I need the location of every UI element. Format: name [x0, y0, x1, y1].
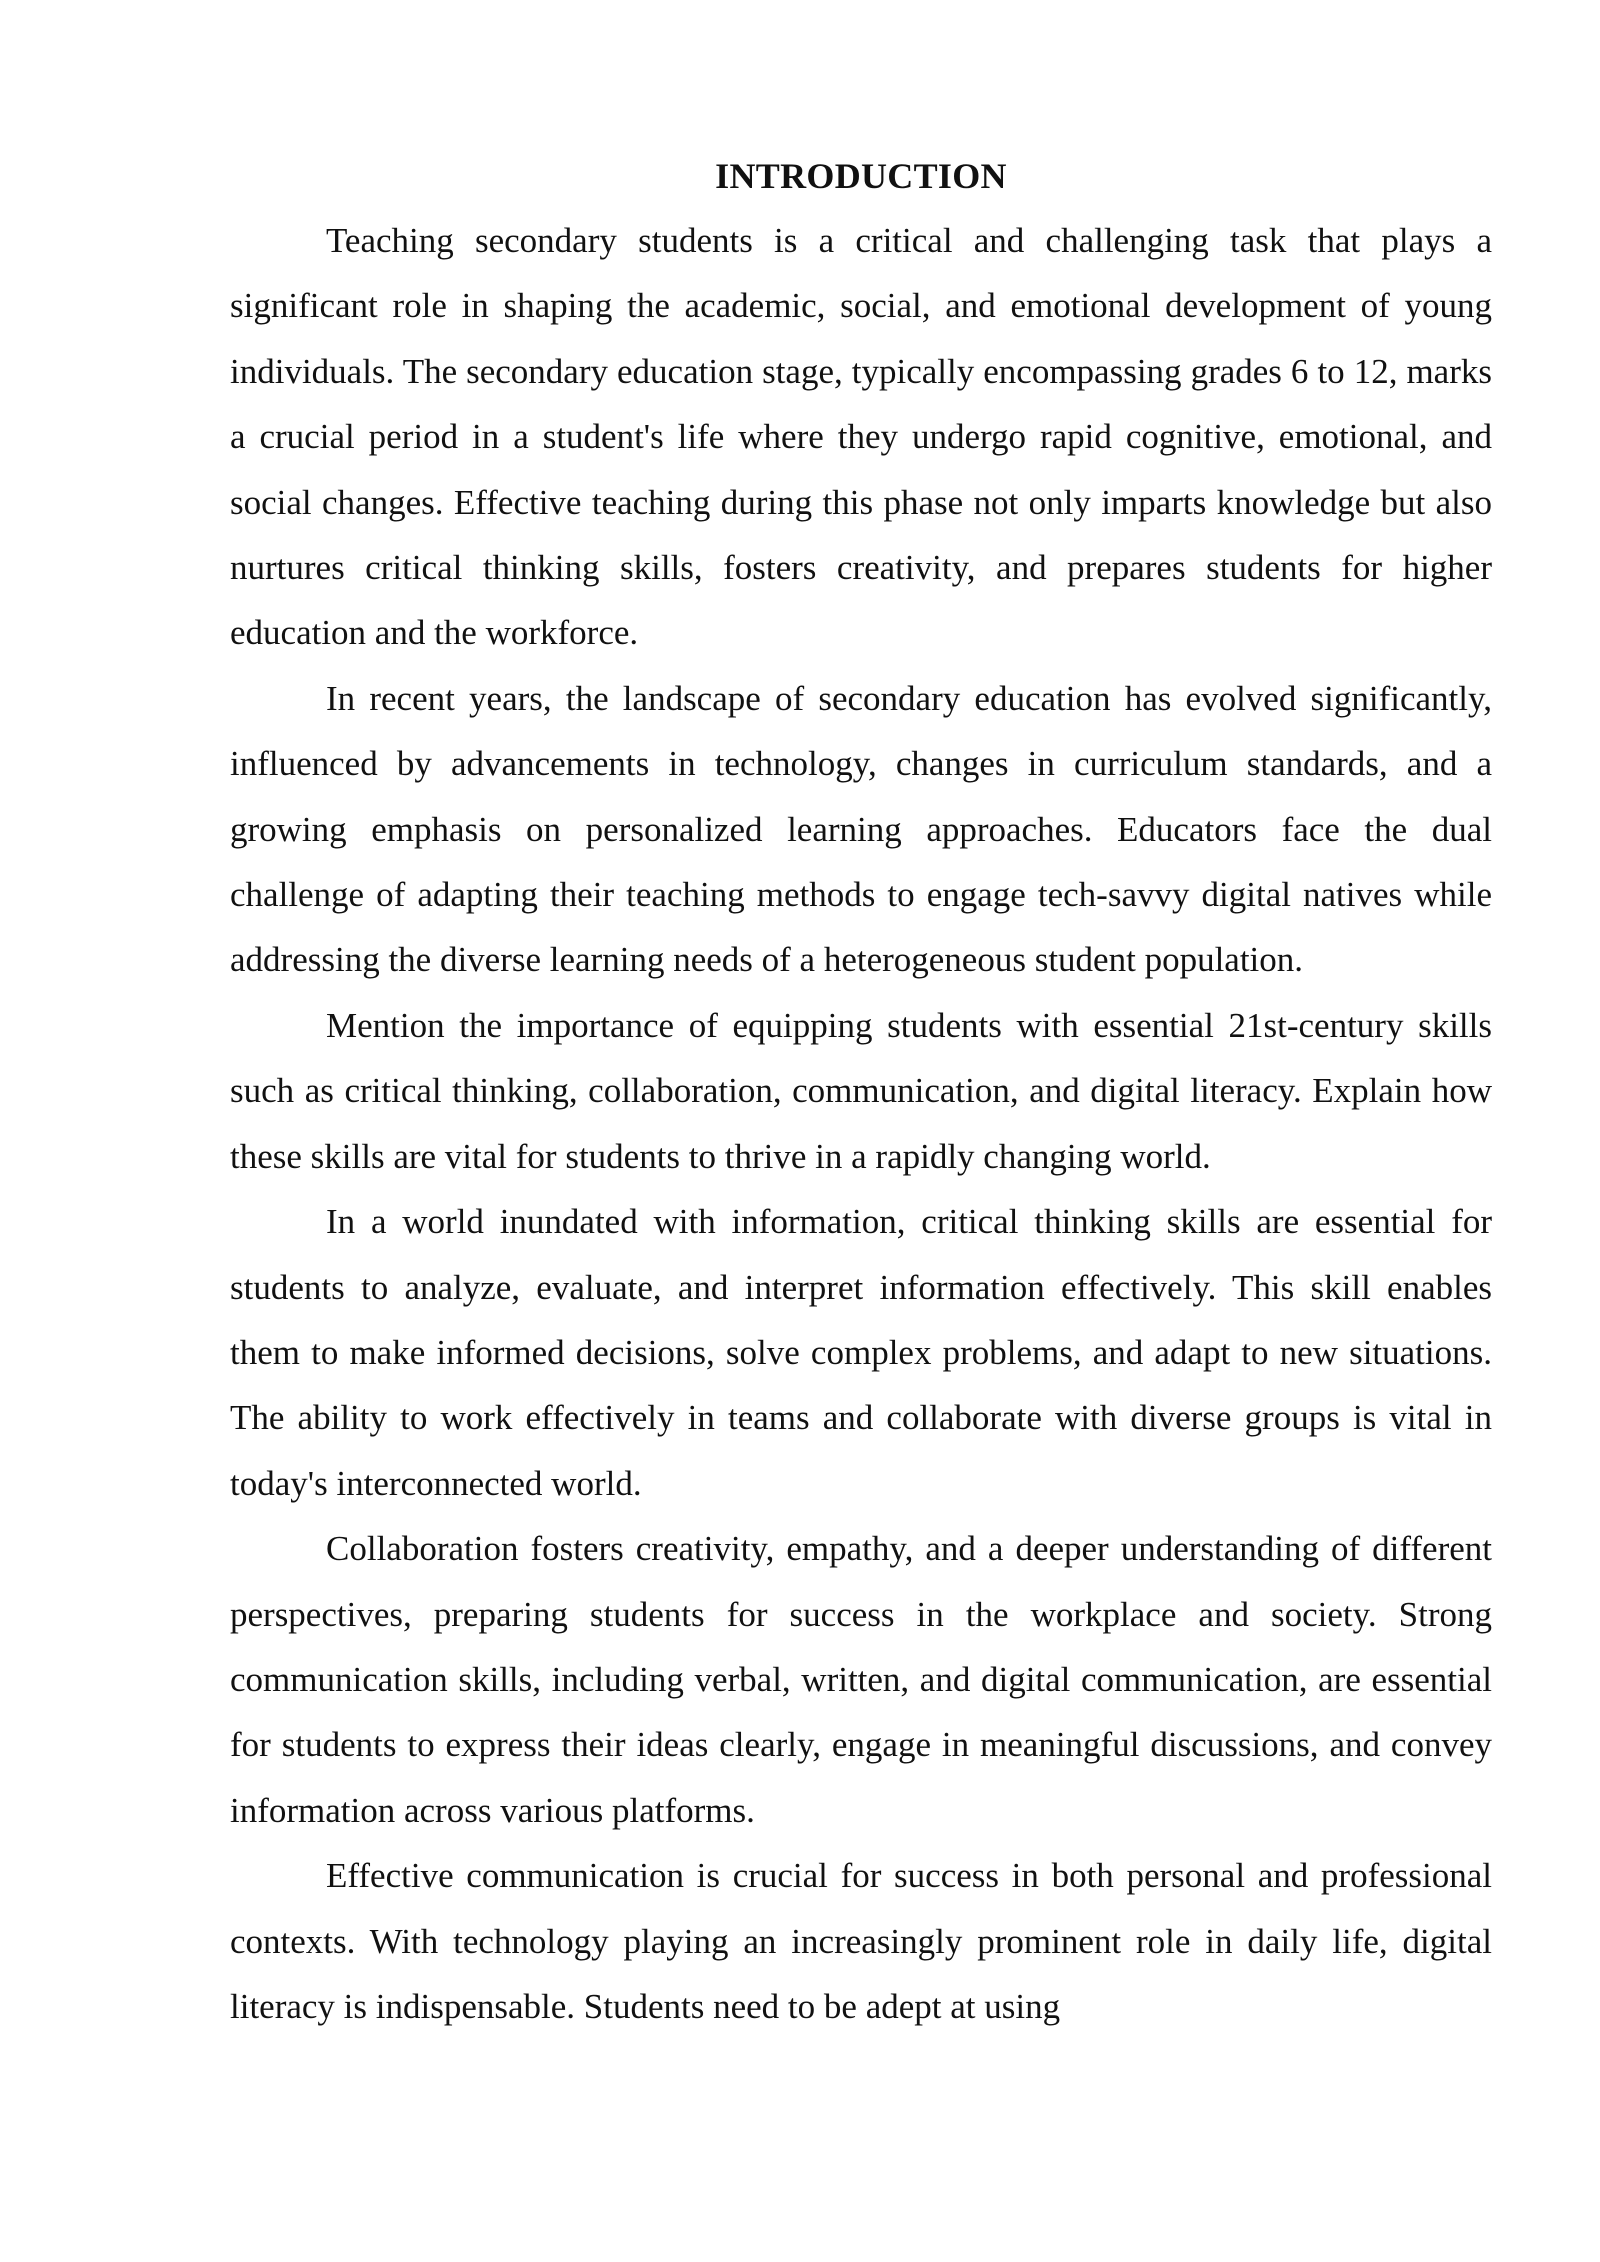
- document-body: [230, 150, 1492, 2039]
- section-heading: INTRODUCTION: [715, 156, 1007, 196]
- paragraph-2: In recent years, the landscape of secondary education has evolved significantly, influenced by advancements in technology, changes in curriculum standards, and a growing emphasis on personalized learning approaches. Educators face the dual challenge of adapting their teaching methods to engage tech-savvy digital natives while addressing the diverse learning needs of a heterogeneous student population.: [230, 678, 1492, 980]
- paragraph-3: Mention the importance of equipping students with essential 21st-century skills such as critical thinking, collaboration, communication, and digital literacy. Explain how these skills are vital for students to thrive in a rapidly changing world.: [230, 1005, 1492, 1176]
- paragraph-5: Collaboration fosters creativity, empathy, and a deeper understanding of different perspectives, preparing students for success in the workplace and society. Strong communication skills, including verbal, written, and digital communication, are essential for students to express their ideas clearly, engage in meaningful discussions, and convey information across various platforms.: [230, 1529, 1492, 1830]
- paragraph-6: Effective communication is crucial for success in both personal and professional contexts. With technology playing an increasingly prominent role in daily life, digital literacy is indispensable. Students need to be adept at using: [230, 1856, 1492, 2026]
- paragraph-1: Teaching secondary students is a critical and challenging task that plays a significant role in shaping the academic, social, and emotional development of young individuals. The secondary education stage, typically encompassing grades 6 to 12, marks a crucial period in a student's life where they undergo rapid cognitive, emotional, and social changes. Effective teaching during this phase not only imparts knowledge but also nurtures critical thinking skills, fosters creativity, and prepares students for higher education and the workforce.: [230, 221, 1492, 653]
- paragraph-4: In a world inundated with information, critical thinking skills are essential for students to analyze, evaluate, and interpret information effectively. This skill enables them to make informed decisions, solve complex problems, and adapt to new situations. The ability to work effectively in teams and collaborate with diverse groups is vital in today's interconnected world.: [230, 1202, 1492, 1503]
